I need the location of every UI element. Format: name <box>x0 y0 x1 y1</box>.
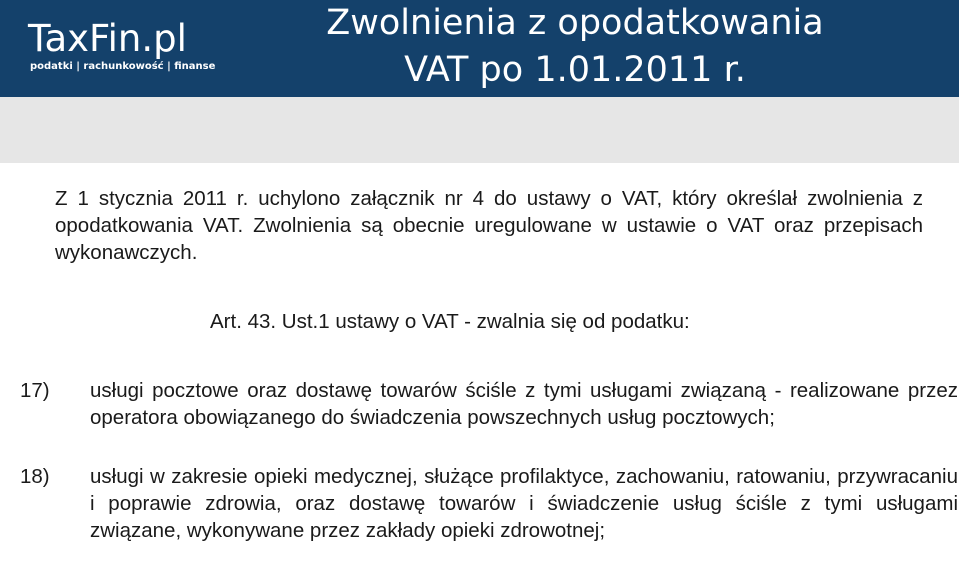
logo-tagline: podatki | rachunkowość | finanse <box>30 61 216 72</box>
slide-body <box>0 163 959 571</box>
list-item-number: 17) <box>20 379 50 402</box>
logo-wordmark-main: TaxFin <box>28 17 142 60</box>
slide-title-line-1: Zwolnienia z opodatkowania <box>326 3 824 43</box>
slide-title <box>250 0 900 94</box>
taxfin-logo[interactable] <box>28 17 216 78</box>
logo-wordmark-suffix: .pl <box>141 17 187 60</box>
list-item-number: 18) <box>20 465 50 488</box>
slide-title-line-2: VAT po 1.01.2011 r. <box>404 50 746 90</box>
list-item-text: usługi w zakresie opieki medycznej, służące profilaktyce, zachowaniu, ratowaniu, przywracaniu i poprawie zdrowia, oraz dostawę towarów i świadczenie usług ściśle z tymi usługami związane, wykonywane przez zakłady opieki zdrowotnej; <box>90 465 958 542</box>
list-item-17 <box>20 377 958 431</box>
logo-wordmark <box>28 18 187 60</box>
intro-paragraph: Z 1 stycznia 2011 r. uchylono załącznik nr 4 do ustawy o VAT, który określał zwolnienia z opodatkowania VAT. Zwolnienia są obecnie uregulowane w ustawie o VAT oraz przepisach wykonawczych. <box>55 187 923 264</box>
header-bar <box>0 0 959 97</box>
header-divider-band <box>0 97 959 163</box>
list-item-18 <box>20 463 958 544</box>
article-reference: Art. 43. Ust.1 ustawy o VAT - zwalnia się od podatku: <box>210 310 690 333</box>
list-item-text: usługi pocztowe oraz dostawę towarów ściśle z tymi usługami związaną - realizowane przez operatora obowiązanego do świadczenia powszechnych usług pocztowych; <box>90 379 958 429</box>
